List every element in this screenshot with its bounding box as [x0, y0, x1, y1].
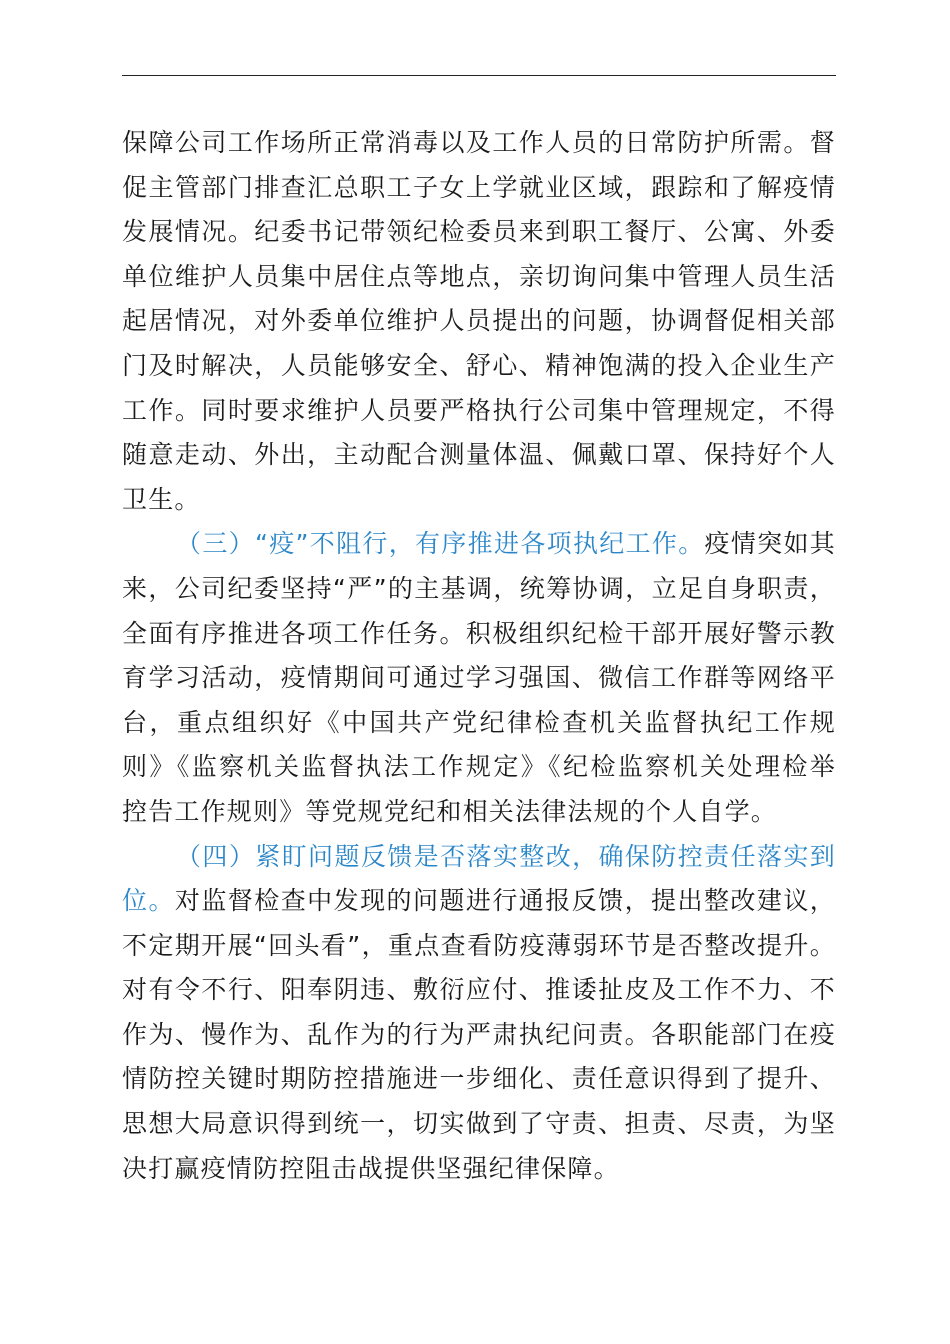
text-line: 则》《监察机关监督执法工作规定》《纪检监察机关处理检举: [122, 752, 836, 782]
text-line: 发展情况。纪委书记带领纪检委员来到职工餐厅、公寓、外委: [122, 217, 836, 247]
section-4-heading-end: 位。: [122, 886, 175, 916]
text-line: 保障公司工作场所正常消毒以及工作人员的日常防护所需。督: [122, 128, 836, 157]
section-4-second-line: [122, 879, 836, 924]
section-3-lead-text: 疫情突如其: [704, 529, 836, 559]
text-line: 不定期开展“回头看”，重点查看防疫薄弱环节是否整改提升。: [122, 930, 836, 960]
text-line: 思想大局意识得到统一，切实做到了守责、担责、尽责，为坚: [122, 1109, 836, 1139]
text-line: 情防控关键时期防控措施进一步细化、责任意识得到了提升、: [122, 1064, 836, 1094]
text-line: 随意走动、外出，主动配合测量体温、佩戴口罩、保持好个人: [122, 440, 836, 470]
text-line: 作为、慢作为、乱作为的行为严肃执纪问责。各职能部门在疫: [122, 1019, 836, 1049]
section-4-heading: （四）紧盯问题反馈是否落实整改，确保防控责任落实到: [176, 841, 836, 871]
section-3-heading: （三）“疫”不阻行，有序推进各项执纪工作。: [176, 529, 705, 559]
text-line: 门及时解决，人员能够安全、舒心、精神饱满的投入企业生产: [122, 350, 836, 380]
text-line: 起居情况，对外委单位维护人员提出的问题，协调督促相关部: [122, 306, 836, 336]
text-line: 卫生。: [122, 484, 201, 514]
text-line: 控告工作规则》等党规党纪和相关法律法规的个人自学。: [122, 796, 778, 826]
text-line: 决打赢疫情防控阻击战提供坚强纪律保障。: [122, 1153, 620, 1183]
text-line: 全面有序推进各项工作任务。积极组织纪检干部开展好警示教: [122, 618, 836, 648]
document-body: [122, 121, 836, 1191]
text-line: 来，公司纪委坚持“严”的主基调，统筹协调，立足自身职责，: [122, 573, 836, 603]
header-rule: [122, 75, 836, 76]
text-line: 育学习活动，疫情期间可通过学习强国、微信工作群等网络平: [122, 663, 836, 693]
section-3-first-line: [122, 522, 836, 567]
section-4-lead-text: 对监督检查中发现的问题进行通报反馈，提出整改建议，: [174, 886, 836, 916]
text-line: 促主管部门排查汇总职工子女上学就业区域，跟踪和了解疫情: [122, 172, 836, 202]
text-line: 单位维护人员集中居住点等地点，亲切询问集中管理人员生活: [122, 261, 836, 291]
text-line: 台，重点组织好《中国共产党纪律检查机关监督执纪工作规: [122, 707, 836, 737]
text-line: 对有令不行、阳奉阴违、敷衍应付、推诿扯皮及工作不力、不: [122, 975, 836, 1005]
text-line: 工作。同时要求维护人员要严格执行公司集中管理规定，不得: [122, 395, 836, 425]
